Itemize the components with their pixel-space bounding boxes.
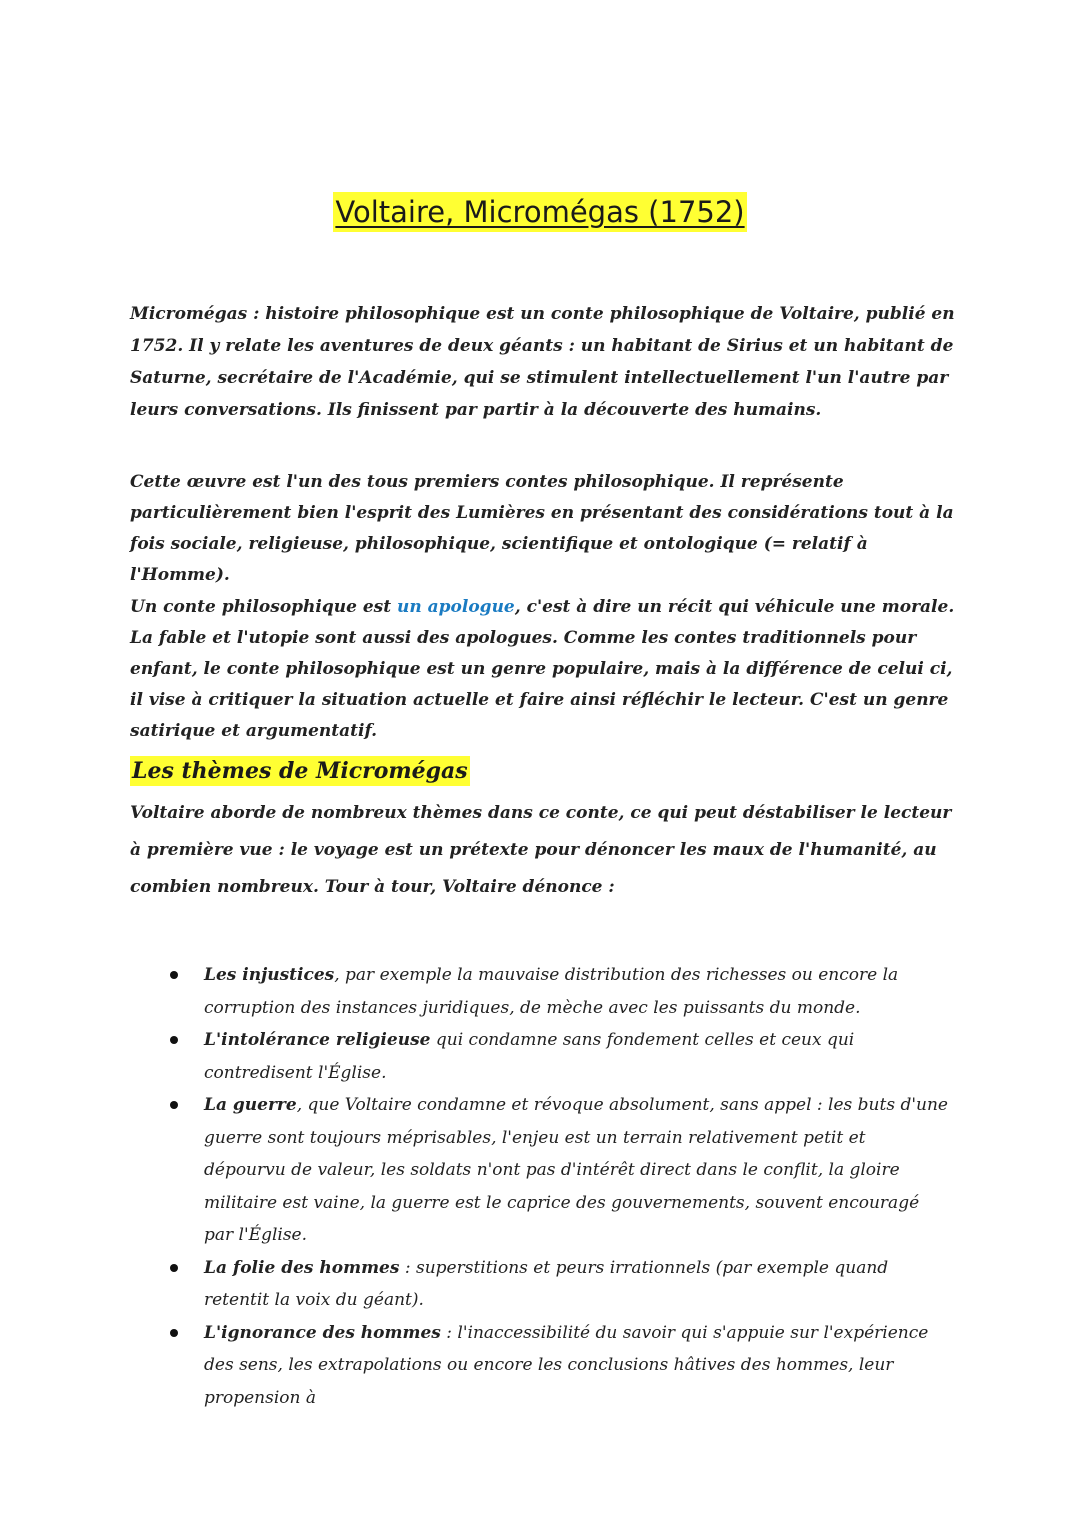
apologue-link[interactable]: un apologue — [397, 597, 515, 617]
bullet-icon — [170, 1036, 178, 1044]
bullet-icon — [170, 1101, 178, 1109]
themes-list — [170, 959, 950, 1414]
definition-text-after: , c'est à dire un récit qui véhicule une morale. La fable et l'utopie sont aussi des apologues. Comme les contes traditionnels pour enfant, le conte philosophique est un genre populaire, mais à la différence de celui ci, il vise à critiquer la situation actuelle et faire ainsi réfléchir le lecteur. C'est un genre satirique et argumentatif. — [130, 597, 955, 741]
section-heading: Les thèmes de Micromégas — [132, 758, 468, 784]
list-item — [170, 1252, 950, 1317]
list-item — [170, 1317, 950, 1415]
theme-text: : superstitions et peurs irrationnels (par exemple quand retentit la voix du géant). — [204, 1257, 889, 1310]
intro-paragraph — [130, 298, 960, 426]
theme-term: Les injustices — [204, 965, 335, 985]
definition-text-before: Un conte philosophique est — [130, 597, 397, 617]
theme-term: La folie des hommes — [204, 1257, 400, 1278]
list-item — [170, 959, 950, 1024]
definition-paragraph — [130, 592, 960, 747]
context-paragraph: Cette œuvre est l'un des tous premiers contes philosophique. Il représente particulièrement bien l'esprit des Lumières en présentant des considérations tout à la fois sociale, religieuse, philosophique, scientifique et ontologique (= relatif à l'Homme). — [130, 472, 954, 585]
theme-term: La guerre — [204, 1095, 297, 1115]
bullet-icon — [170, 1329, 178, 1337]
theme-text: , par exemple la mauvaise distribution des richesses ou encore la corruption des instances juridiques, de mèche avec les puissants du monde. — [204, 965, 899, 1018]
list-item — [170, 1024, 950, 1089]
section-intro: Voltaire aborde de nombreux thèmes dans ce conte, ce qui peut déstabiliser le lecteur à première vue : le voyage est un prétexte pour dénoncer les maux de l'humanité, au combien nombreux. Tour à tour, Voltaire dénonce : — [130, 803, 952, 897]
theme-text: qui condamne sans fondement celles et ceux qui contredisent l'Église. — [204, 1030, 855, 1083]
theme-text: , que Voltaire condamne et révoque absolument, sans appel : les buts d'une guerre sont toujours méprisables, l'enjeu est un terrain relativement petit et dépourvu de valeur, les soldats n'ont pas d'intérêt direct dans le conflit, la gloire militaire est vaine, la guerre est le caprice des gouvernements, souvent encouragé par l'Église. — [204, 1095, 948, 1245]
theme-term: L'ignorance des hommes — [204, 1322, 441, 1343]
bullet-icon — [170, 1264, 178, 1272]
bullet-icon — [170, 971, 178, 979]
intro-work-title: Micromégas : histoire philosophique — [130, 304, 481, 324]
theme-term: L'intolérance religieuse — [204, 1030, 431, 1050]
intro-text: est un conte philosophique de Voltaire, publié en 1752. Il y relate les aventures de deux géants : un habitant de Sirius et un habitant de Saturne, secrétaire de l'Académie, qui se stimulent intellectuellement l'un l'autre par leurs conversations. Ils finissent par partir à la découverte des humains. — [130, 304, 955, 420]
theme-text: : l'inaccessibilité du savoir qui s'appuie sur l'expérience des sens, les extrapolations ou encore les conclusions hâtives des hommes, leur propension à — [204, 1322, 929, 1408]
title-container — [0, 192, 1080, 232]
page-title: Voltaire, Micromégas (1752) — [333, 192, 746, 232]
list-item — [170, 1089, 950, 1252]
